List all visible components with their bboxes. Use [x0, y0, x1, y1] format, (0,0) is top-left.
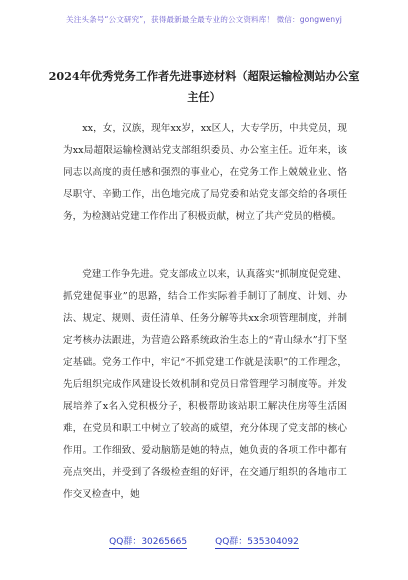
- qq-group-link-1[interactable]: QQ群：30265665: [109, 537, 188, 547]
- document-paragraph: 党建工作争先进。党支部成立以来，认真落实“抓制度促党建、抓党建促事业”的思路，结合工作实际着手制订了制度、计划、办法、规定、规则、责任清单、任务分解等共xx余项管理制度，并制定考核办法跟进，为营造公路系统政治生态上的“青山绿水”打下坚定基础。党务工作中，牢记“不抓党建工作就是渎职”的工作理念，先后组织完成作风建设长效机制和党员日常管理学习制度等。并发展培养了x名入党积极分子，积极帮助该站职工解决住房等生活困难，在党员和职工中树立了较高的威望，充分体现了党支部的核心作用。工作细致、爱动脑筋是她的特点，她负责的各项工作中都有亮点突出，并受到了各级检查组的好评，在交通厅组织的各地市工作交叉检查中，她: [63, 269, 347, 500]
- footer-contact: [0, 537, 408, 549]
- document-title: 2024年优秀党务工作者先进事迹材料（超限运输检测站办公室主任）: [48, 69, 360, 104]
- qq-group-link-2[interactable]: QQ群：535304092: [215, 537, 299, 547]
- document-paragraph: xx，女，汉族，现年xx岁，xx区人，大专学历，中共党员，现为xx局超限运输检测站党支部组织委员、办公室主任。近年来，该同志以高度的责任感和强烈的事业心，在党务工作上兢兢业业、恪尽职守、辛勤工作，出色地完成了局党委和站党支部交给的各项任务，为检测站党建工作作出了积极贡献，树立了共产党员的楷模。: [63, 123, 347, 222]
- header-banner: 关注头条号“公文研究”，获得最新最全最专业的公文资料库！ 微信：gongwenyj: [66, 15, 342, 24]
